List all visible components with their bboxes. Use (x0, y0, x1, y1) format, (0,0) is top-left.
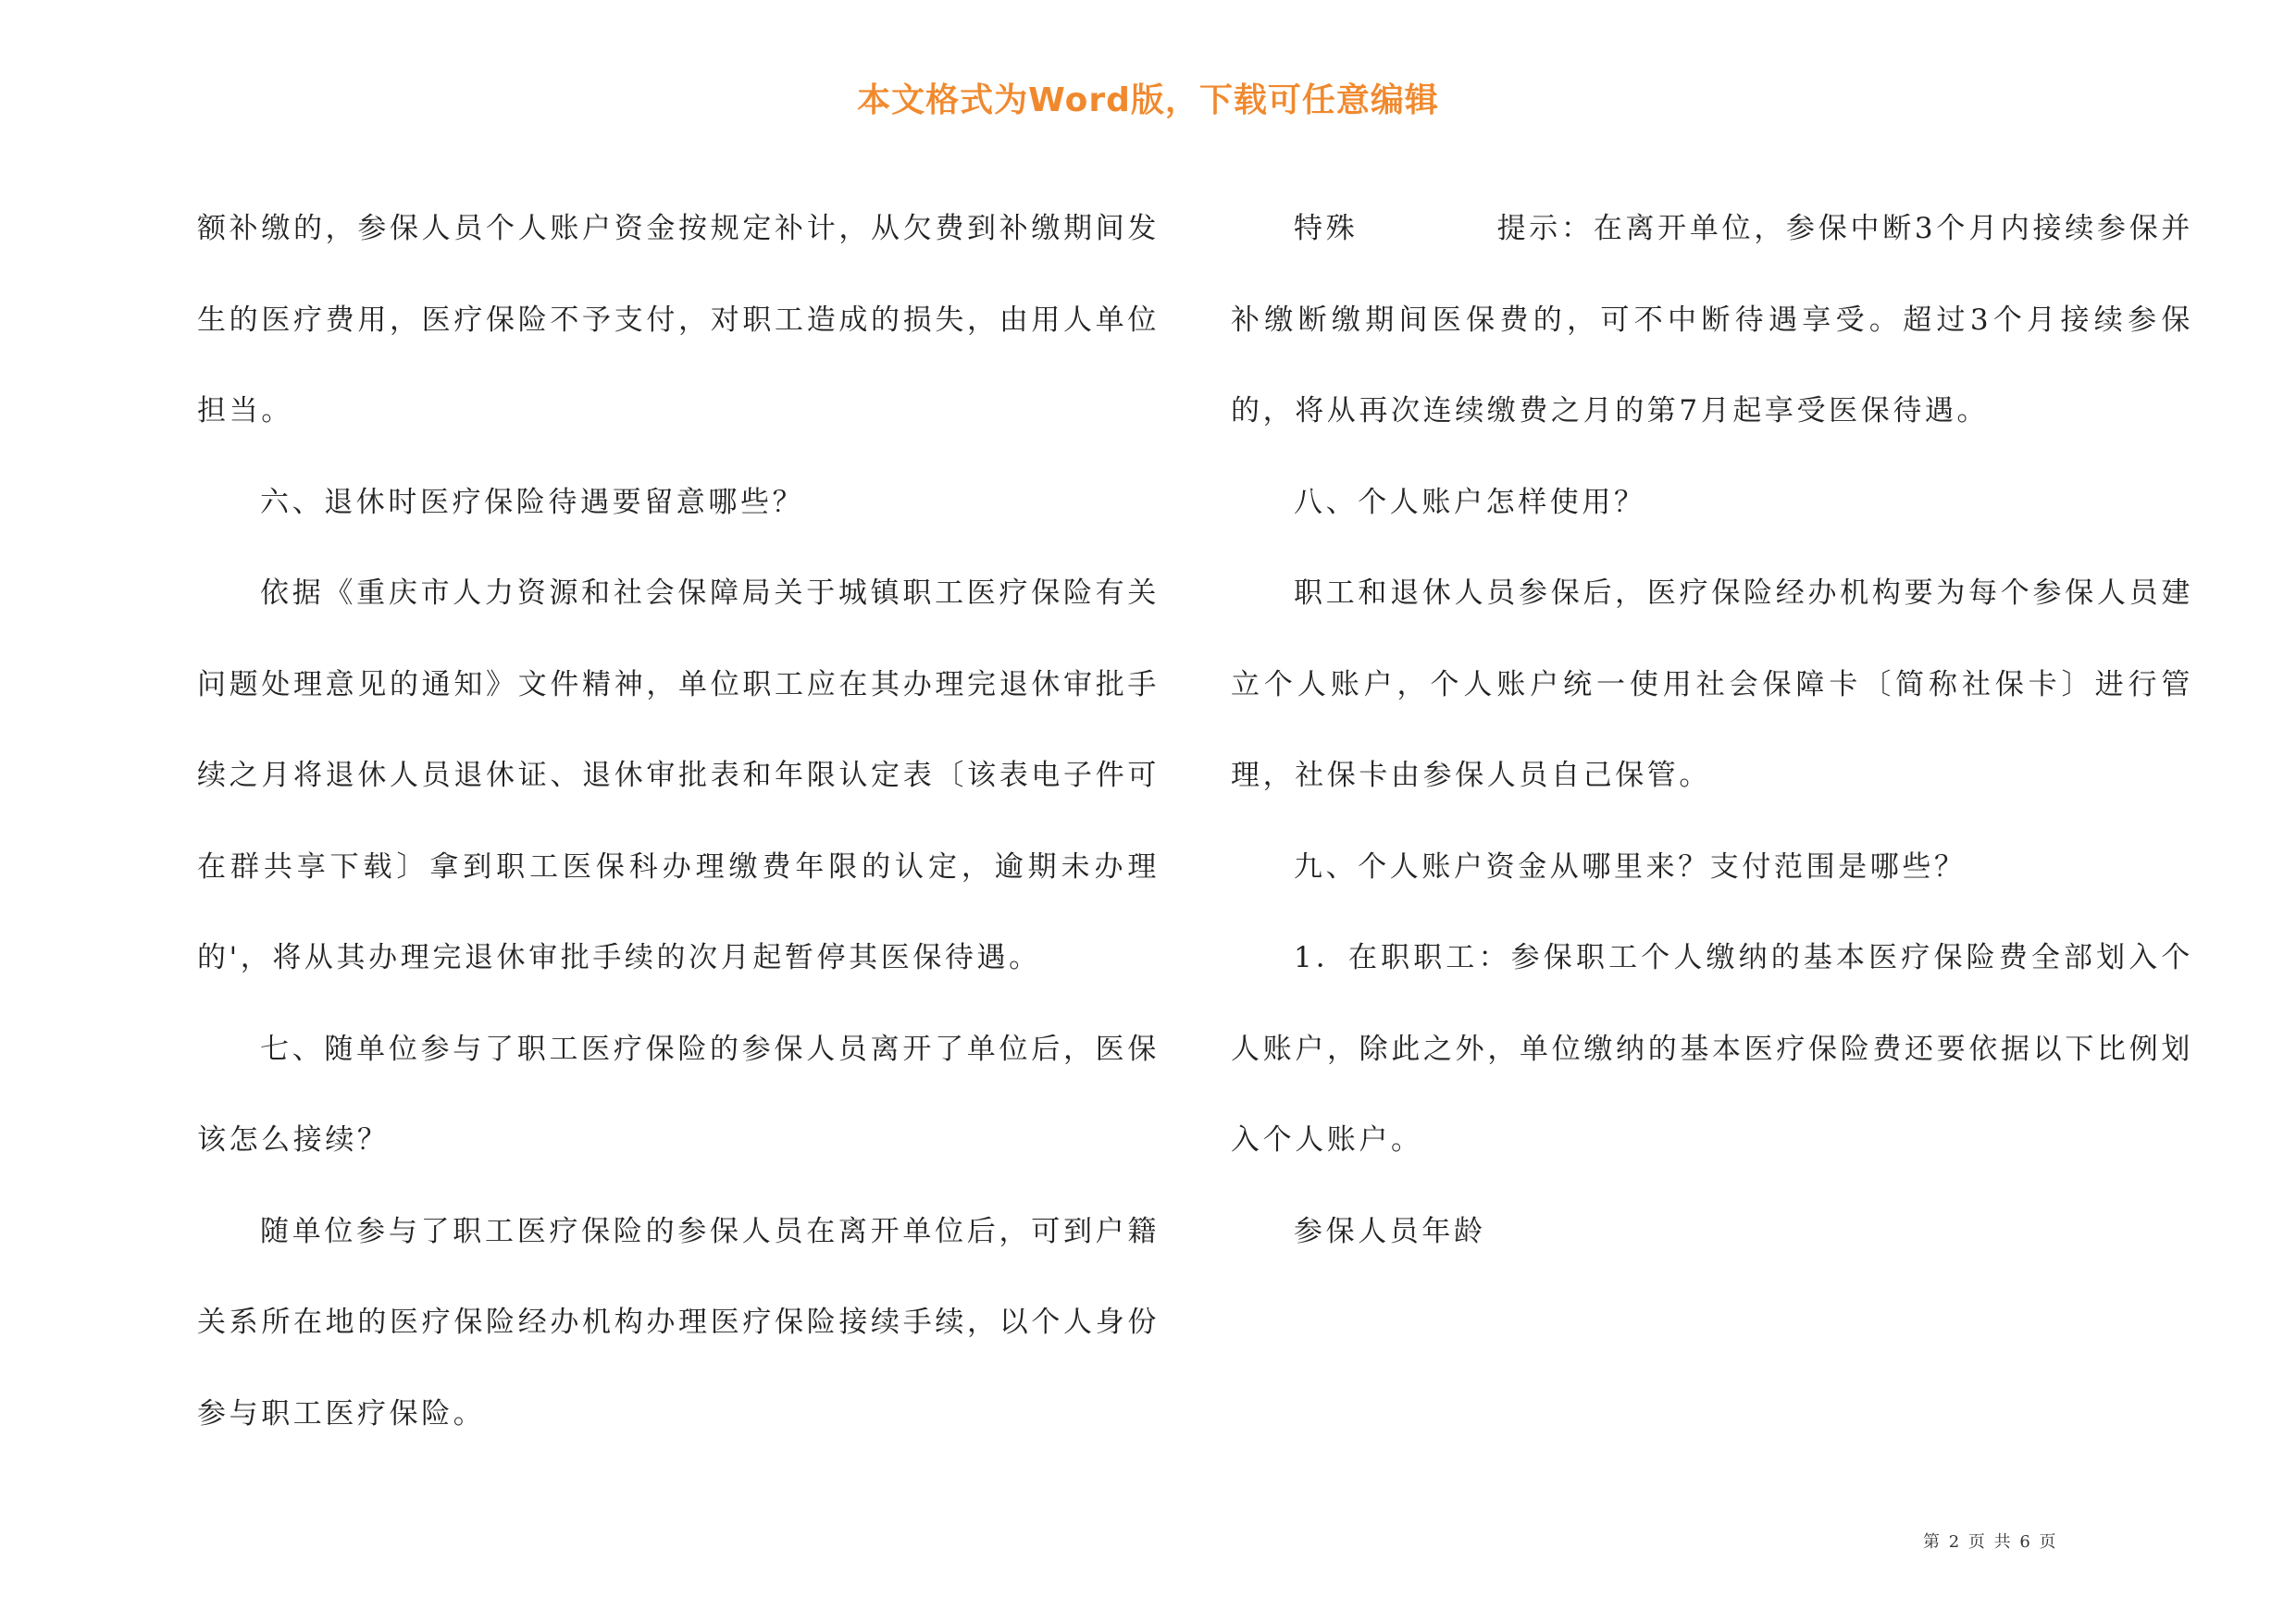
left-column (197, 183, 1160, 1459)
tip-label: 特殊 (1294, 212, 1359, 245)
paragraph-personal-account: 职工和退休人员参保后，医疗保险经办机构要为每个参保人员建立个人账户，个人账户统一使用社会保障卡〔简称社保卡〕进行管理，社保卡由参保人员自己保管。 (1231, 576, 2193, 792)
table-caption-age: 参保人员年龄 (1294, 1214, 1486, 1248)
paragraph-retirement: 依据《重庆市人力资源和社会保障局关于城镇职工医疗保险有关问题处理意见的通知》文件精神，单位职工应在其办理完退休审批手续之月将退休人员退休证、退休审批表和年限认定表〔该表电子件可在群共享下载〕拿到职工医保科办理缴费年限的认定，逾期未办理的'，将从其办理完退休审批手续的次月起暂停其医保待遇。 (197, 576, 1160, 974)
paragraph-leaving-unit: 随单位参与了职工医疗保险的参保人员在离开单位后，可到户籍关系所在地的医疗保险经办机构办理医疗保险接续手续，以个人身份参与职工医疗保险。 (197, 1214, 1160, 1431)
heading-personal-account: 八、个人账户怎样使用？ (1294, 485, 1646, 519)
tip-text: 提示：在离开单位，参保中断3个月内接续参保并补缴断缴期间医保费的，可不中断待遇享受。超过3个月接续参保的，将从再次连续缴费之月的第7月起享受医保待遇。 (1231, 212, 2194, 427)
paragraph-special-tip (1231, 183, 2193, 457)
paragraph-employed-staff: 1．在职职工：参保职工个人缴纳的基本医疗保险费全部划入个人账户，除此之外，单位缴纳的基本医疗保险费还要依据以下比例划入个人账户。 (1231, 941, 2193, 1157)
page-number: 第 2 页 共 6 页 (1923, 1532, 2058, 1552)
heading-retirement: 六、退休时医疗保险待遇要留意哪些？ (260, 485, 805, 519)
heading-account-funds: 九、个人账户资金从哪里来？支付范围是哪些？ (1294, 849, 1967, 884)
heading-leaving-unit: 七、随单位参与了职工医疗保险的参保人员离开了单位后，医保该怎么接续？ (197, 1032, 1160, 1157)
download-banner: 本文格式为Word版，下载可任意编辑 (857, 81, 1439, 119)
right-column (1231, 183, 2193, 1277)
paragraph-arrears: 额补缴的，参保人员个人账户资金按规定补计，从欠费到补缴期间发生的医疗费用，医疗保险不予支付，对职工造成的损失，由用人单位担当。 (197, 212, 1160, 427)
